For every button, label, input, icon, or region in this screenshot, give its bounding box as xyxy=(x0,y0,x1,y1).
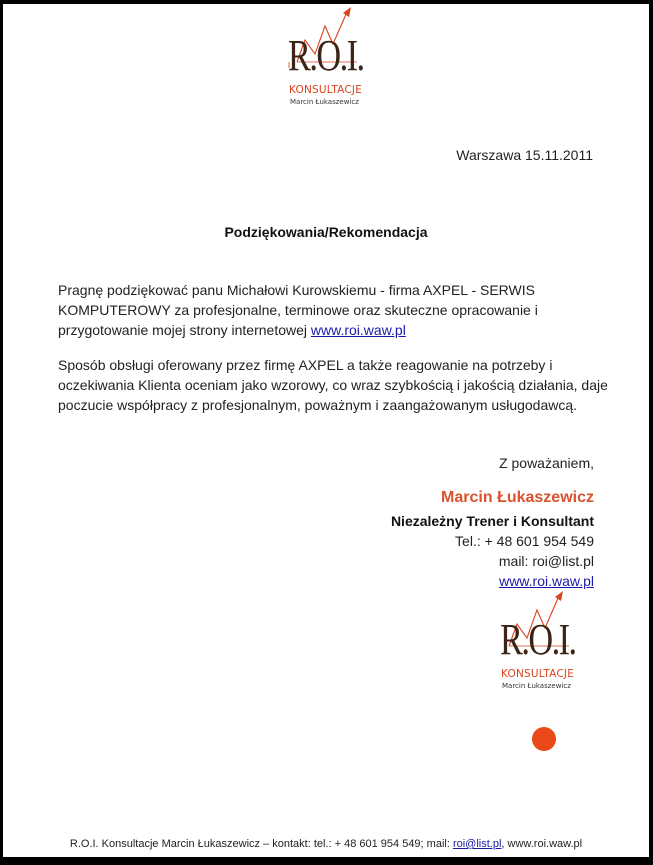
logo-owner: Marcin Łukaszewicz xyxy=(290,98,359,106)
signature-name: Marcin Łukaszewicz xyxy=(441,489,594,506)
paragraph-2: Sposób obsługi oferowany przez firmę AXPEL a także reagowanie na potrzeby i oczekiwania Klienta oceniam jako wzorowy, co wraz szybkością i jakością działania, daje poczucie współpracy z profesjonalnym, poważnym i zaangażowanym usługodawcą. xyxy=(58,357,608,413)
signature-block xyxy=(391,511,594,591)
logo-owner: Marcin Łukaszewicz xyxy=(502,682,571,690)
signature-phone: Tel.: + 48 601 954 549 xyxy=(455,533,594,549)
roi-logo-bottom xyxy=(497,588,587,698)
footer-website: , www.roi.waw.pl xyxy=(501,838,583,850)
logo-subtitle: KONSULTACJE xyxy=(501,668,575,680)
footer-text: R.O.I. Konsultacje Marcin Łukaszewicz – kontakt: tel.: + 48 601 954 549; mail: xyxy=(69,838,453,850)
letter-page xyxy=(3,4,649,857)
footer-mail-link[interactable]: roi@list.pl xyxy=(452,838,502,850)
roi-logo-top xyxy=(285,4,375,114)
paragraph-1-text: Pragnę podziękować panu Michałowi Kurowskiemu - firma AXPEL - SERWIS KOMPUTEROWY za profesjonalne, terminowe oraz skuteczne opracowanie i przygotowanie mojej strony internetowej xyxy=(58,282,538,338)
closing: Z poważaniem, xyxy=(499,455,594,471)
logo-mark: R.O.I. xyxy=(500,615,576,664)
signature-mail: mail: roi@list.pl xyxy=(498,553,594,569)
paragraph-1 xyxy=(58,280,618,340)
website-link[interactable]: www.roi.waw.pl xyxy=(310,322,406,338)
signature-role: Niezależny Trener i Konsultant xyxy=(390,513,594,529)
place-date: Warszawa 15.11.2011 xyxy=(456,147,593,163)
letter-title: Podziękowania/Rekomendacja xyxy=(224,224,428,240)
logo-subtitle: KONSULTACJE xyxy=(289,84,363,96)
logo-mark: R.O.I. xyxy=(288,31,364,80)
orange-dot xyxy=(532,727,556,751)
footer xyxy=(3,838,649,850)
signature-website-link[interactable]: www.roi.waw.pl xyxy=(499,573,594,589)
